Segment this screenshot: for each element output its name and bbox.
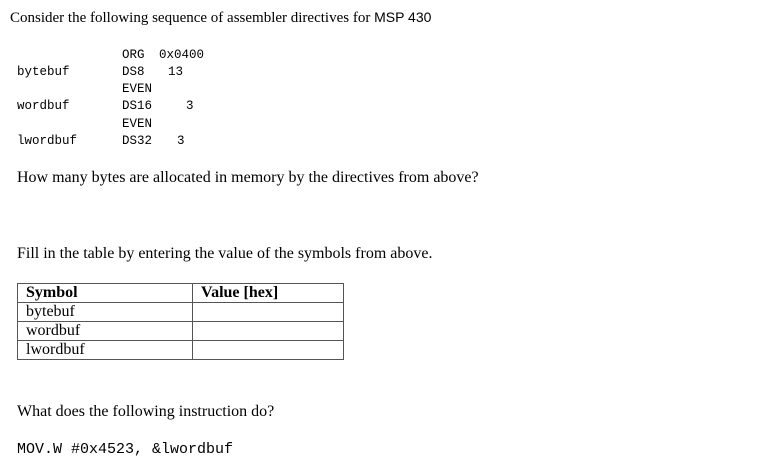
directive-arg: 0x0400 — [159, 48, 205, 62]
directive-op: ORG — [122, 48, 145, 62]
header-symbol: Symbol — [18, 284, 193, 303]
directive-arg: 3 — [186, 99, 194, 113]
symbol-table — [17, 283, 344, 360]
instruction-code: MOV.W #0x4523, &lwordbuf — [17, 441, 234, 458]
symbol-cell: wordbuf — [18, 322, 193, 341]
table-row — [18, 322, 344, 341]
directive-op: DS8 — [122, 65, 145, 79]
directive-label: wordbuf — [17, 99, 70, 113]
directive-op: EVEN — [122, 117, 153, 131]
directive-op: DS32 — [122, 134, 153, 148]
symbol-cell: bytebuf — [18, 303, 193, 322]
directive-label: bytebuf — [17, 65, 70, 79]
value-cell[interactable] — [193, 303, 344, 322]
table-header-row — [18, 284, 344, 303]
directive-op: DS16 — [122, 99, 153, 113]
question-instruction: What does the following instruction do? — [17, 403, 275, 420]
directive-arg: 13 — [168, 65, 184, 79]
symbol-cell: lwordbuf — [18, 341, 193, 360]
value-cell[interactable] — [193, 341, 344, 360]
intro-text — [10, 9, 431, 27]
directive-label: lwordbuf — [17, 134, 78, 148]
value-cell[interactable] — [193, 322, 344, 341]
table-row — [18, 341, 344, 360]
question-bytes-allocated: How many bytes are allocated in memory by the directives from above? — [17, 169, 479, 186]
directive-arg: 3 — [177, 134, 185, 148]
header-value: Value [hex] — [193, 284, 344, 303]
intro-sentence: Consider the following sequence of assembler directives for — [10, 10, 375, 26]
directive-op: EVEN — [122, 82, 153, 96]
question-fill-table: Fill in the table by entering the value of the symbols from above. — [17, 245, 433, 262]
table-row — [18, 303, 344, 322]
intro-target: MSP 430 — [374, 9, 432, 25]
